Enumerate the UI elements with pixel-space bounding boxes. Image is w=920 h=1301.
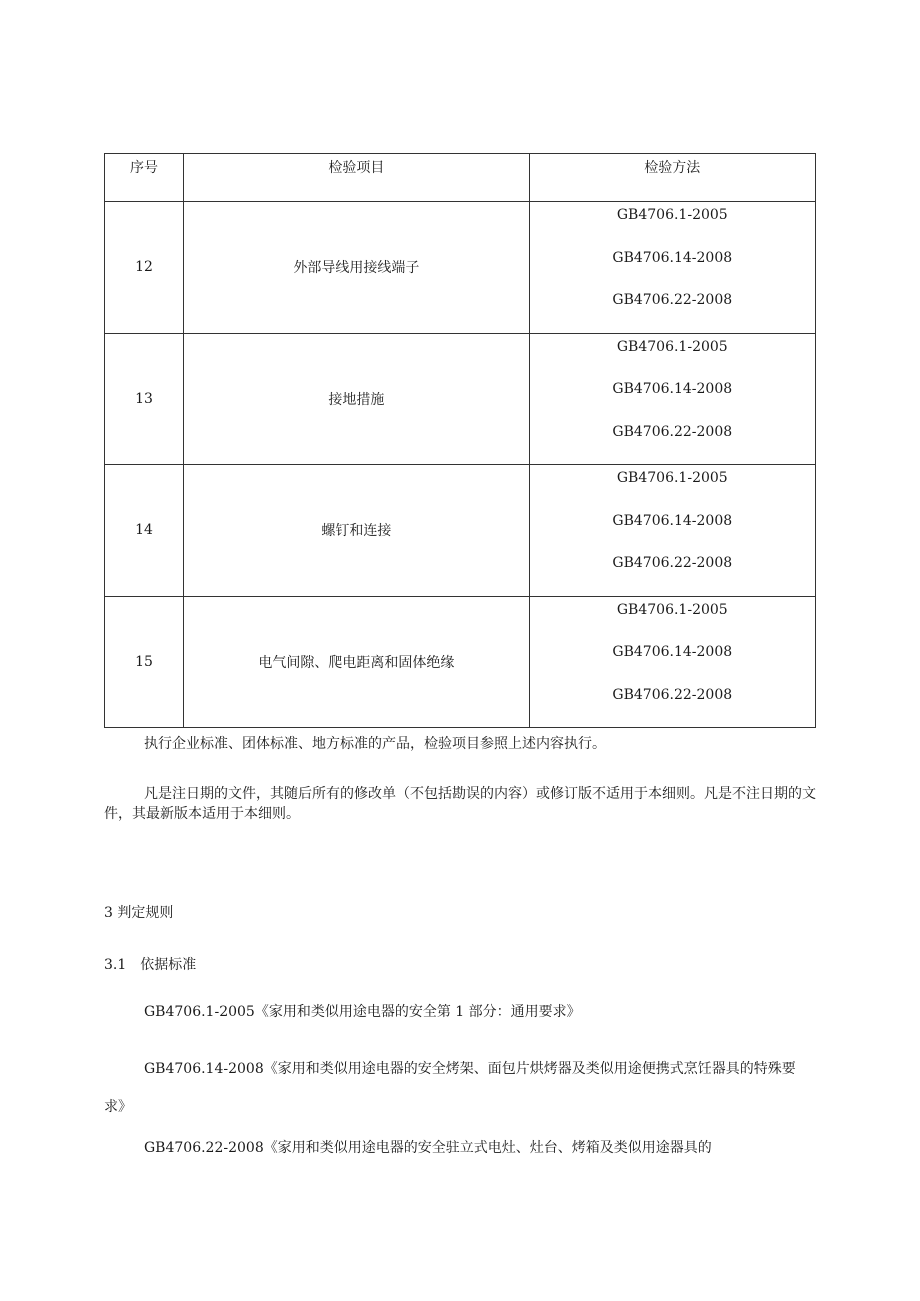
table-header-row bbox=[105, 154, 816, 202]
method-standard: GB4706.14-2008 bbox=[612, 249, 733, 266]
inspection-table bbox=[104, 153, 816, 728]
row-no: 13 bbox=[105, 333, 184, 465]
method-standard: GB4706.14-2008 bbox=[612, 381, 733, 397]
subsection-heading: 3.1 依据标准 bbox=[104, 957, 197, 973]
method-standard: GB4706.1-2005 bbox=[616, 207, 728, 223]
method-standard: GB4706.22-2008 bbox=[612, 555, 733, 571]
header-item: 检验项目 bbox=[184, 154, 529, 202]
row-methods bbox=[529, 202, 815, 334]
standard-reference: GB4706.1-2005《家用和类似用途电器的安全第 1 部分：通用要求》 bbox=[144, 1004, 581, 1020]
row-item: 外部导线用接线端子 bbox=[184, 202, 529, 334]
table-row bbox=[105, 202, 816, 334]
method-standard: GB4706.1-2005 bbox=[616, 601, 728, 618]
method-standard: GB4706.14-2008 bbox=[612, 644, 733, 660]
standard-reference: GB4706.22-2008《家用和类似用途电器的安全驻立式电灶、灶台、烤箱及类似用途器具的 bbox=[144, 1140, 712, 1156]
method-standard: GB4706.22-2008 bbox=[612, 423, 733, 440]
method-standard: GB4706.1-2005 bbox=[616, 338, 728, 355]
header-method: 检验方法 bbox=[529, 154, 815, 202]
standard-reference: GB4706.14-2008《家用和类似用途电器的安全烤架、面包片烘烤器及类似用途便携式烹饪器具的特殊要求》 bbox=[104, 1061, 796, 1115]
row-no: 12 bbox=[105, 202, 184, 334]
row-no: 14 bbox=[105, 465, 184, 597]
row-no: 15 bbox=[105, 596, 184, 728]
row-methods bbox=[529, 333, 815, 465]
method-standard: GB4706.14-2008 bbox=[612, 512, 733, 529]
section-heading: 3 判定规则 bbox=[104, 905, 174, 921]
row-methods bbox=[529, 465, 815, 597]
row-methods bbox=[529, 596, 815, 728]
method-standard: GB4706.1-2005 bbox=[616, 470, 728, 486]
row-item: 接地措施 bbox=[184, 333, 529, 465]
note-paragraph: 凡是注日期的文件，其随后所有的修改单（不包括勘误的内容）或修订版不适用于本细则。凡是不注日期的文件，其最新版本适用于本细则。 bbox=[104, 786, 816, 822]
note-paragraph: 执行企业标准、团体标准、地方标准的产品，检验项目参照上述内容执行。 bbox=[144, 736, 606, 752]
row-item: 电气间隙、爬电距离和固体绝缘 bbox=[184, 596, 529, 728]
row-item: 螺钉和连接 bbox=[184, 465, 529, 597]
header-no: 序号 bbox=[105, 154, 184, 202]
method-standard: GB4706.22-2008 bbox=[612, 686, 733, 703]
table-row bbox=[105, 333, 816, 465]
method-standard: GB4706.22-2008 bbox=[612, 292, 733, 308]
table-row bbox=[105, 596, 816, 728]
table-row bbox=[105, 465, 816, 597]
